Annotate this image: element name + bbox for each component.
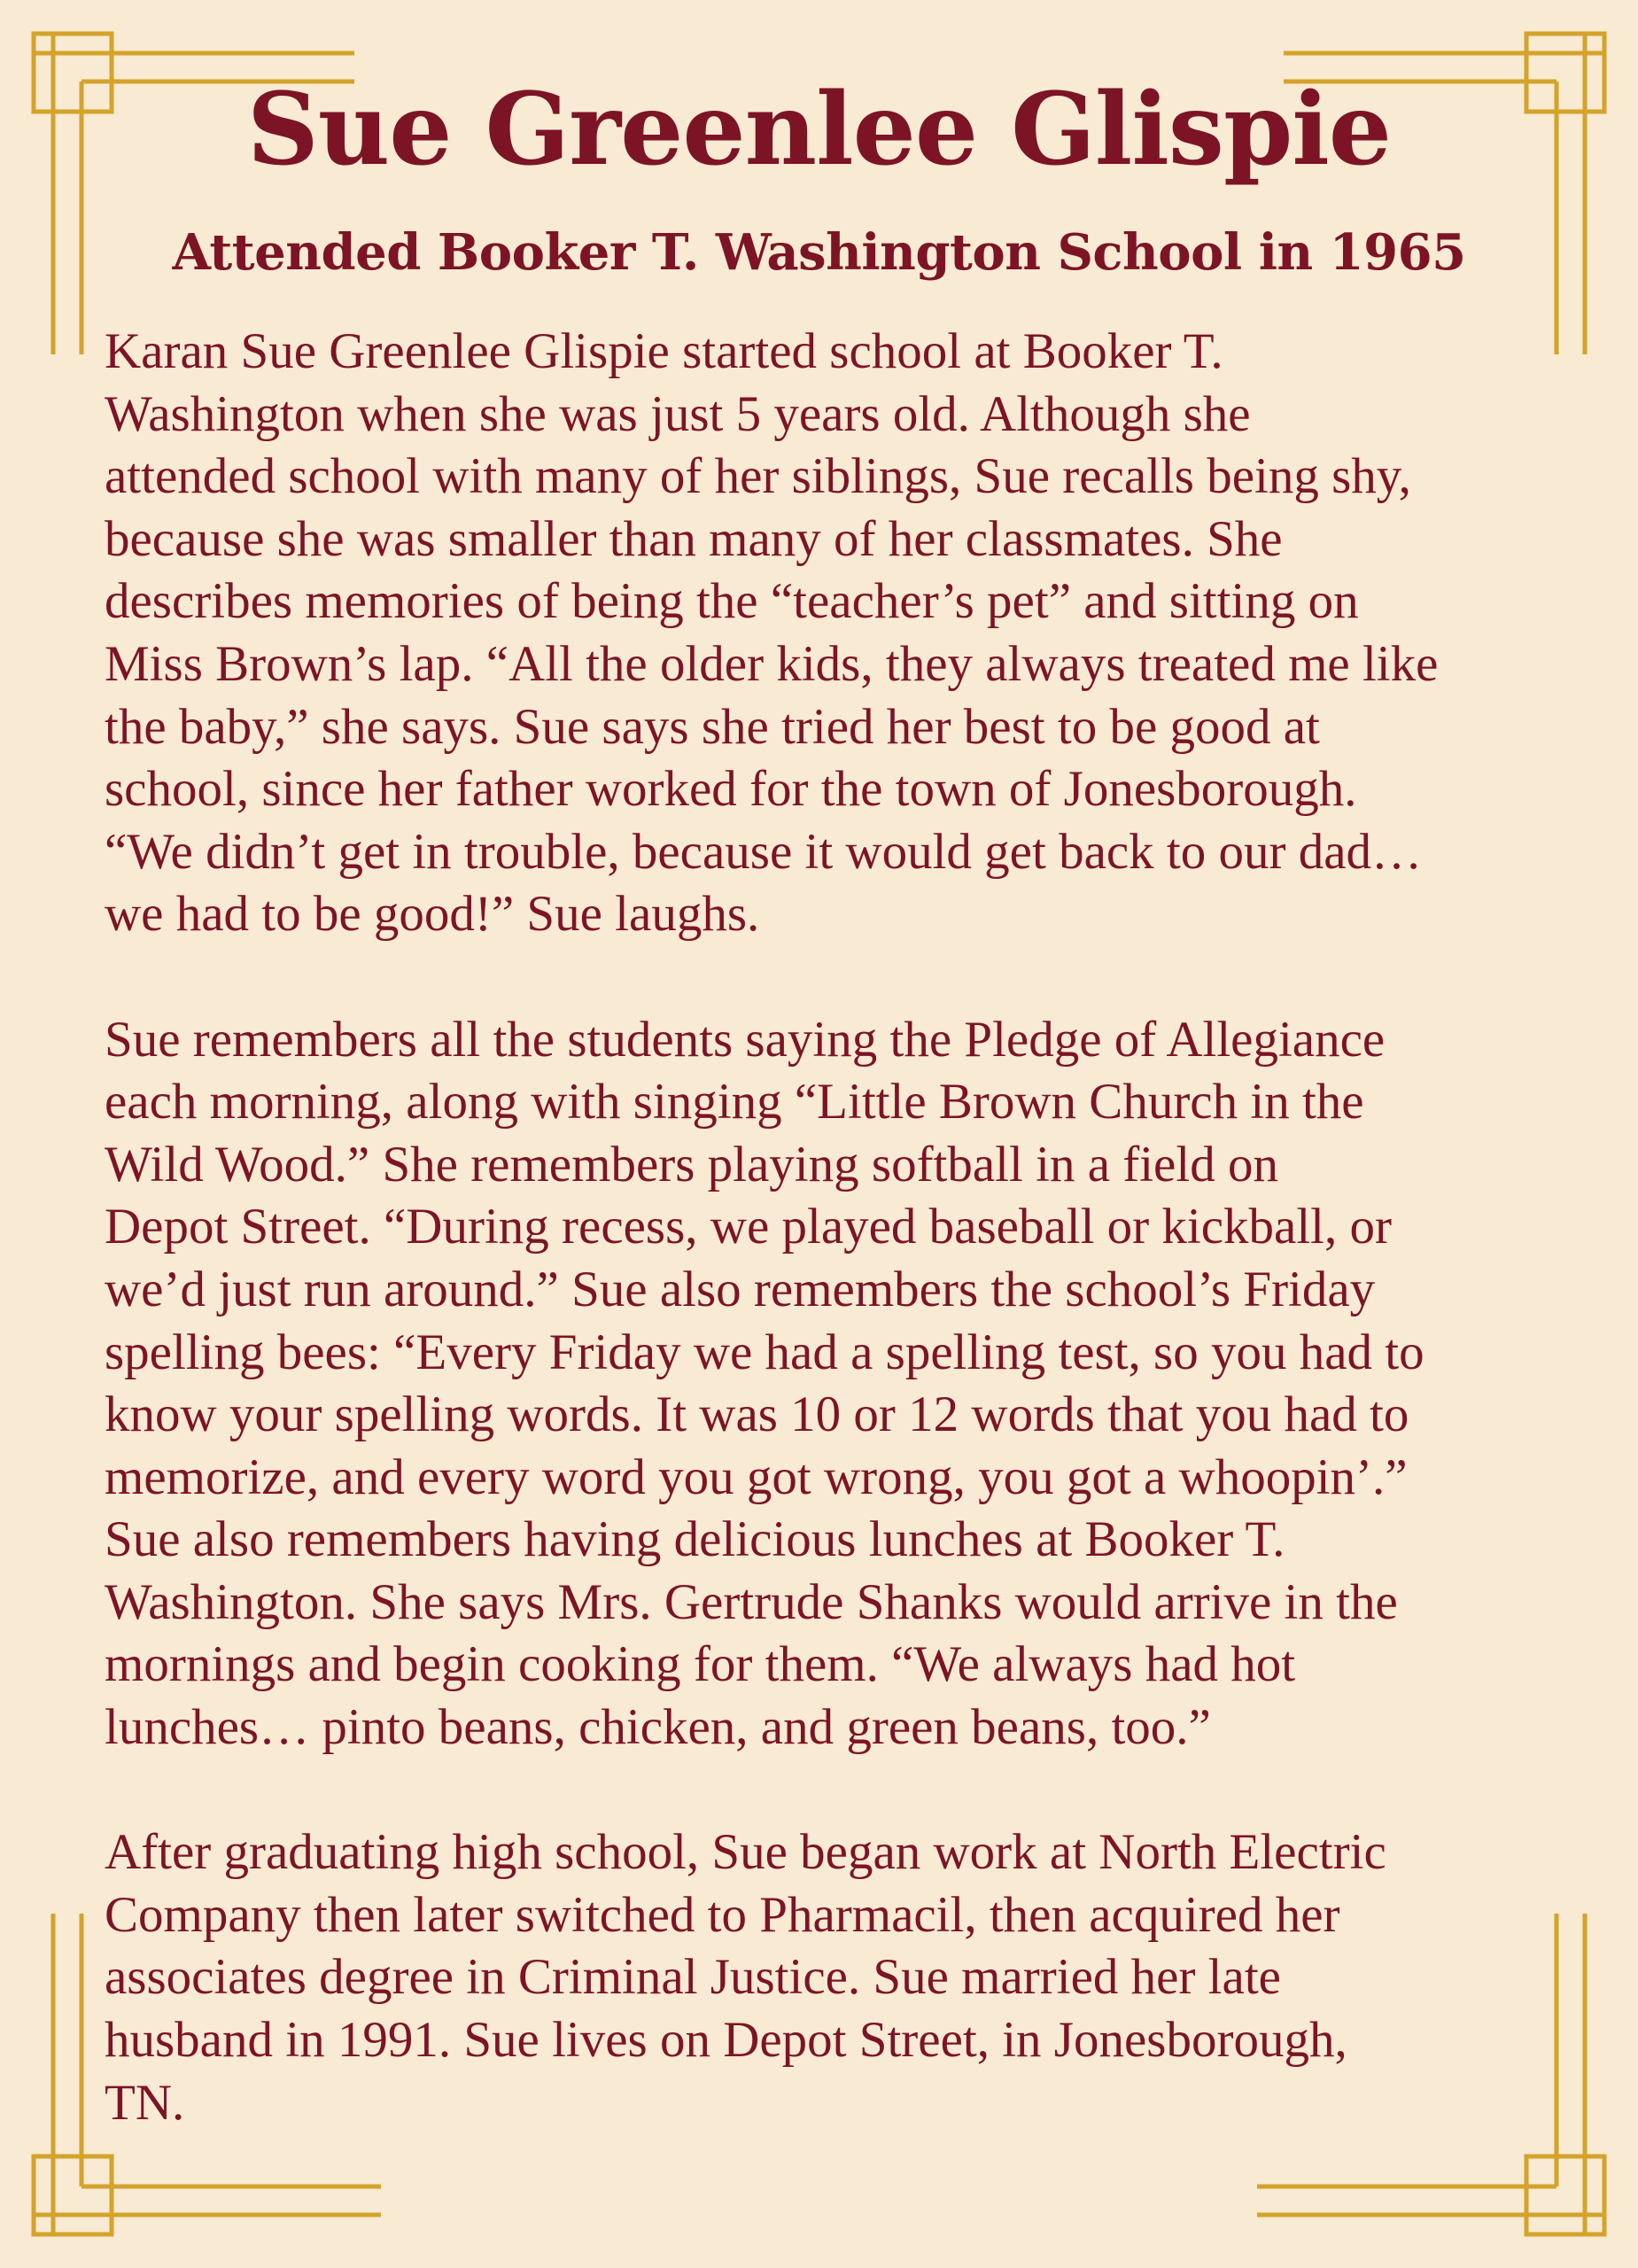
text-line: After graduating high school, Sue began work at North Electric [105, 1824, 1386, 1881]
text-line: Karan Sue Greenlee Glispie started school at Booker T. [105, 323, 1223, 379]
text-line: Sue also remembers having delicious lunches at Booker T. [105, 1511, 1285, 1568]
text-line: we’d just run around.” Sue also remembers the school’s Friday [105, 1261, 1376, 1317]
paragraph-1 [105, 321, 1557, 946]
text-line: Depot Street. “During recess, we played baseball or kickball, or [105, 1199, 1392, 1255]
text-line: TN. [105, 2074, 185, 2131]
page-subtitle: Attended Booker T. Washington School in 1965 [172, 223, 1466, 282]
text-line: associates degree in Criminal Justice. Sue married her late [105, 1949, 1281, 2006]
paragraph-2 [105, 1009, 1557, 1759]
text-line: spelling bees: “Every Friday we had a spelling test, so you had to [105, 1324, 1425, 1380]
text-line: because she was smaller than many of her classmates. She [105, 510, 1283, 567]
text-line: Washington. She says Mrs. Gertrude Shanks would arrive in the [105, 1573, 1398, 1630]
text-line: lunches… pinto beans, chicken, and green beans, too.” [105, 1699, 1211, 1756]
paragraph-3 [105, 1821, 1557, 2134]
text-line: mornings and begin cooking for them. “We always had hot [105, 1636, 1296, 1693]
text-line: school, since her father worked for the town of Jonesborough. [105, 761, 1357, 818]
text-line: attended school with many of her siblings, Sue recalls being shy, [105, 448, 1411, 505]
text-line: each morning, along with singing “Little Brown Church in the [105, 1074, 1364, 1130]
text-line: describes memories of being the “teacher’s pet” and sitting on [105, 573, 1359, 630]
text-line: know your spelling words. It was 10 or 12 words that you had to [105, 1386, 1409, 1443]
text-line: Sue remembers all the students saying the Pledge of Allegiance [105, 1011, 1386, 1068]
article-body [105, 321, 1557, 2197]
text-line: husband in 1991. Sue lives on Depot Street, in Jonesborough, [105, 2012, 1347, 2069]
page-title: Sue Greenlee Glispie [246, 72, 1392, 188]
text-line: Washington when she was just 5 years old. Although she [105, 385, 1251, 442]
text-line: “We didn’t get in trouble, because it would get back to our dad… [105, 823, 1423, 880]
text-line: the baby,” she says. Sue says she tried her best to be good at [105, 698, 1320, 755]
text-line: Wild Wood.” She remembers playing softball in a field on [105, 1136, 1278, 1192]
text-line: memorize, and every word you got wrong, you got a whoopin’.” [105, 1449, 1408, 1505]
text-line: we had to be good!” Sue laughs. [105, 886, 760, 943]
text-line: Company then later switched to Pharmacil, then acquired her [105, 1886, 1340, 1943]
text-line: Miss Brown’s lap. “All the older kids, they always treated me like [105, 635, 1439, 692]
